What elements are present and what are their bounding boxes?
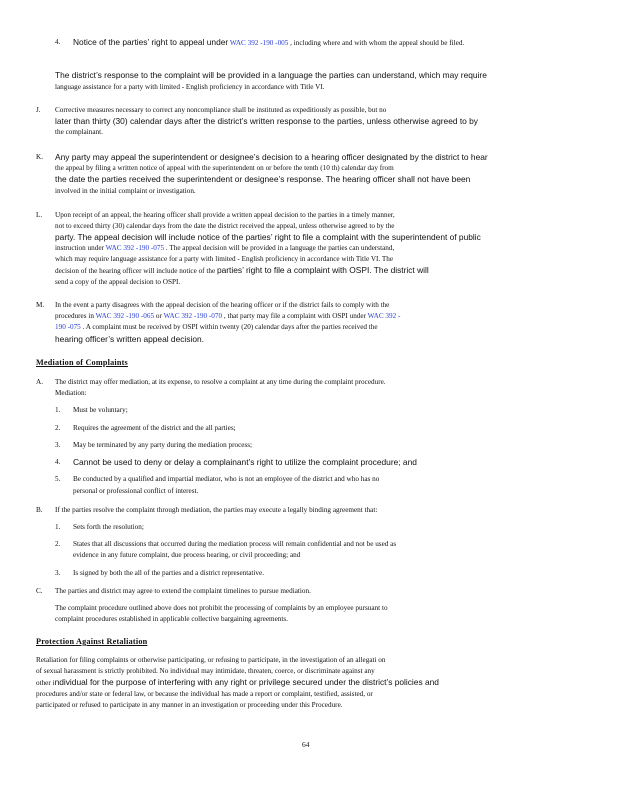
section-l-label: L. — [36, 211, 43, 219]
mediation-item-1-number: 1. — [55, 406, 61, 414]
section-l-line7: send a copy of the appeal decision to OSPI. — [55, 278, 181, 286]
mediation-item-2: Requires the agreement of the district and the all parties; — [73, 424, 236, 432]
section-j-label: J. — [36, 106, 41, 114]
wac-link-005[interactable]: WAC 392 -190 -005 — [229, 39, 289, 47]
wac-link-392-part2[interactable]: 190 -075 — [55, 323, 81, 331]
section-j-line3: the complainant. — [55, 128, 103, 136]
retaliation-line1: Retaliation for filing complaints or otherwise participating, or refusing to participate, in the investigation of an allegati on — [36, 656, 386, 664]
mediation-item-5-number: 5. — [55, 475, 61, 483]
retaliation-line5: participated or refused to participate in any manner in an investigation or proceeding under this Procedure. — [36, 701, 343, 709]
mediation-b-item-2-number: 2. — [55, 540, 61, 548]
wac-link-065[interactable]: WAC 392 -190 -065 — [95, 312, 155, 320]
wac-link-392-part1[interactable]: WAC 392 - — [367, 312, 401, 320]
section-l-line6-a: decision of the hearing officer will include notice of the — [55, 267, 216, 275]
retaliation-line3-b: ndividual for the purpose of interfering with any right or privilege secured under the district’s policies and — [54, 677, 439, 687]
mediation-b-item-3-number: 3. — [55, 569, 61, 577]
mediation-b-item-1-number: 1. — [55, 523, 61, 531]
mediation-item-4: Cannot be used to deny or delay a complainant’s right to utilize the complaint procedure; and — [73, 457, 417, 467]
mediation-a-line1: The district may offer mediation, at its expense, to resolve a complaint at any time during the complaint procedure. — [55, 378, 386, 386]
section-m-line4: hearing officer’s written appeal decision. — [55, 334, 204, 344]
section-l-line1: Upon receipt of an appeal, the hearing officer shall provide a written appeal decision to the parties in a timely manner, — [55, 211, 395, 219]
section-l-line2: not to exceed thirty (30) calendar days from the date the district received the appeal, unless otherwise agreed to by the — [55, 222, 395, 230]
section-j-line1: Corrective measures necessary to correct any noncompliance shall be instituted as expeditiously as possible, but no — [55, 106, 387, 114]
mediation-c-line1: The parties and district may agree to extend the complaint timelines to pursue mediation. — [55, 587, 311, 595]
mediation-item-5-line2: personal or professional conflict of interest. — [73, 487, 199, 495]
section-m-line2-a: procedures in — [55, 312, 94, 320]
section-m-label: M. — [36, 301, 45, 309]
wac-link-070[interactable]: WAC 392 -190 -070 — [163, 312, 223, 320]
section-m-line3-a: . A complaint must be received by OSPI within twenty (20) calendar days after the parties received the — [82, 323, 378, 331]
district-response-line2: language assistance for a party with limited - English proficiency in accordance with Title VI. — [55, 83, 325, 91]
mediation-c-line3: complaint procedures established in applicable collective bargaining agreements. — [55, 615, 288, 623]
section-m-line2-b: or — [155, 312, 162, 320]
section-l-line5: which may require language assistance for a party with limited - English proficiency in accordance with Title VI. The — [55, 255, 394, 263]
retaliation-line4: procedures and/or state or federal law, or because the individual has made a report or complaint, testified, assisted, or — [36, 690, 373, 698]
section-k-line1: Any party may appeal the superintendent or designee’s decision to a hearing officer designated by the district to hear — [55, 152, 488, 162]
section-k-label: K. — [36, 153, 43, 161]
mediation-c-label: C. — [36, 587, 43, 595]
section-k-line4: involved in the initial complaint or investigation. — [55, 187, 196, 195]
mediation-b-line1: If the parties resolve the complaint through mediation, the parties may execute a legally binding agreement that: — [55, 506, 378, 514]
section-m-line2-c: , that party may file a complaint with OSPI under — [223, 312, 366, 320]
section-l-line6-b: parties’ right to file a complaint with OSPI. The district will — [216, 265, 429, 275]
mediation-c-line2: The complaint procedure outlined above does not prohibit the processing of complaints by an employee pursuant to — [55, 604, 388, 612]
mediation-item-4-number: 4. — [55, 458, 61, 466]
mediation-item-3: May be terminated by any party during the mediation process; — [73, 441, 253, 449]
mediation-item-1: Must be voluntary; — [73, 406, 128, 414]
section-l-line3: party. The appeal decision will include notice of the parties’ right to file a complaint with the superintendent of public — [55, 232, 481, 242]
retaliation-line3 — [36, 677, 568, 688]
retaliation-line2: of sexual harassment is strictly prohibited. No individual may intimidate, threaten, coerce, or discriminate against any — [36, 667, 375, 675]
mediation-b-item-3: Is signed by both the all of the parties and a district representative. — [73, 569, 265, 577]
mediation-a-line2: Mediation: — [55, 389, 87, 397]
item-4-text — [73, 37, 565, 48]
mediation-item-3-number: 3. — [55, 441, 61, 449]
retaliation-heading: Protection Against Retaliation — [36, 637, 148, 646]
mediation-item-5-line1: Be conducted by a qualified and impartial mediator, who is not an employee of the district and who has no — [73, 475, 380, 483]
section-j-line2: later than thirty (30) calendar days after the district’s written response to the parties, unless otherwise agreed to by — [55, 116, 478, 126]
district-response-line1: The district’s response to the complaint will be provided in a language the parties can understand, which may require — [55, 70, 487, 80]
page-number: 64 — [302, 740, 310, 749]
item-4-text-b: , including where and with whom the appeal should be filed. — [290, 39, 465, 47]
section-l-line6 — [55, 265, 567, 276]
mediation-heading: Mediation of Complaints — [36, 358, 128, 367]
item-4-number: 4. — [55, 38, 61, 46]
section-k-line3: the date the parties received the superintendent or designee’s response. The hearing officer shall not have been — [55, 174, 471, 184]
section-m-line3 — [55, 322, 567, 332]
item-4-text-a: Notice of the parties’ right to appeal under — [73, 37, 229, 47]
section-m-line1: In the event a party disagrees with the appeal decision of the hearing officer or if the district fails to comply with the — [55, 301, 390, 309]
section-l-line4-a: instruction under — [55, 244, 104, 252]
section-l-line4-b: . The appeal decision will be provided in a language the parties can understand, — [165, 244, 395, 252]
retaliation-line3-a: other i — [36, 679, 55, 687]
mediation-item-2-number: 2. — [55, 424, 61, 432]
mediation-b-label: B. — [36, 506, 43, 514]
mediation-b-item-2-line1: States that all discussions that occurred during the mediation process will remain confidential and not be used as — [73, 540, 397, 548]
section-l-line4 — [55, 243, 567, 253]
mediation-b-item-1: Sets forth the resolution; — [73, 523, 144, 531]
mediation-a-label: A. — [36, 378, 43, 386]
mediation-b-item-2-line2: evidence in any future complaint, due process hearing, or civil proceeding; and — [73, 551, 301, 559]
section-k-line2: the appeal by filing a written notice of appeal with the superintendent on or before the tenth (10 th) calendar day from — [55, 164, 394, 172]
wac-link-075[interactable]: WAC 392 -190 -075 — [105, 244, 165, 252]
section-m-line2 — [55, 311, 567, 321]
